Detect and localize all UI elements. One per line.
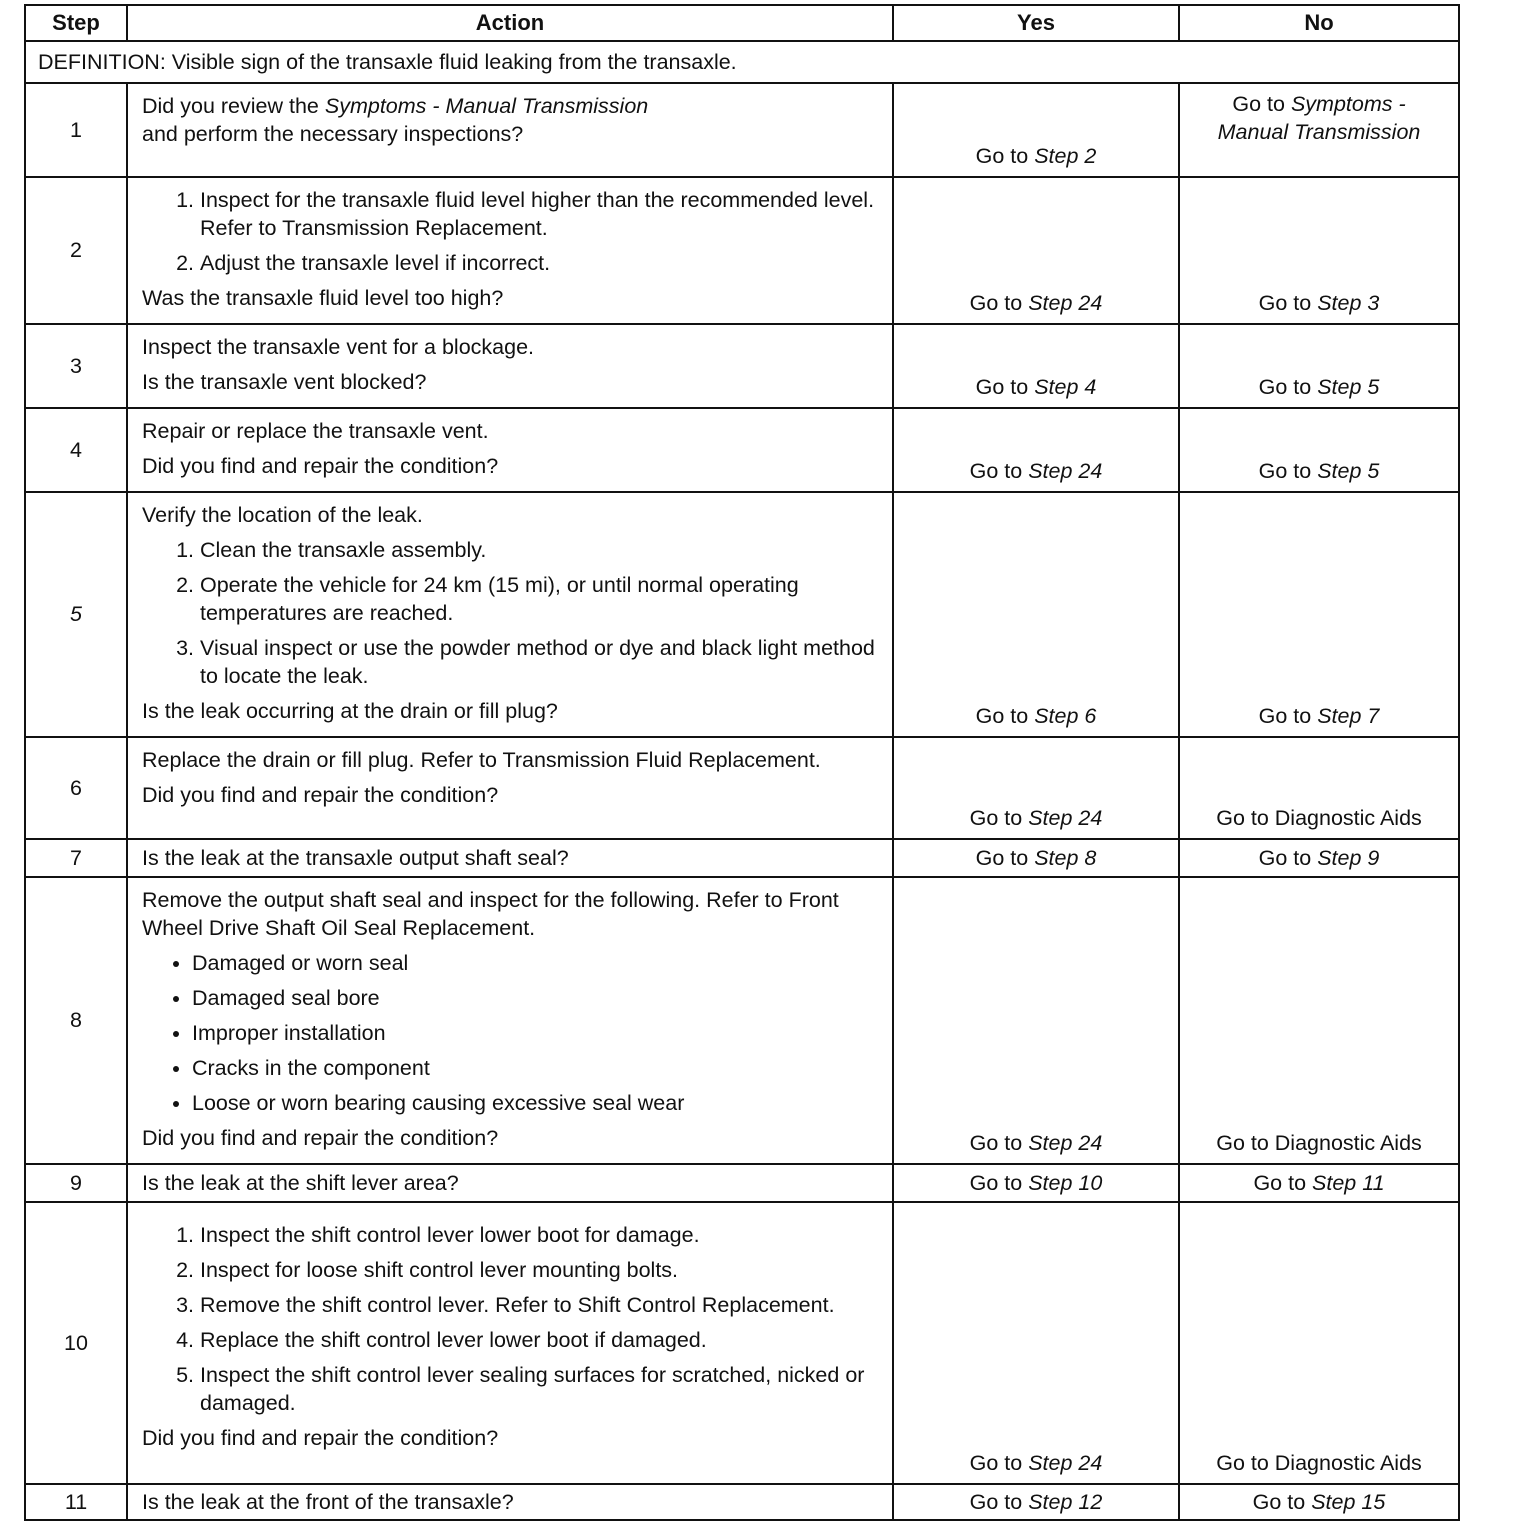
- list-item: • Loose or worn bearing causing excessive seal wear: [192, 1089, 878, 1117]
- action-text: Replace the drain or fill plug. Refer to Transmission Fluid Replacement.: [142, 748, 821, 772]
- action-question: Did you find and repair the condition?: [142, 783, 499, 807]
- no-step-ref: Symptoms -: [1290, 92, 1406, 116]
- table-header-row: [25, 5, 1459, 41]
- action-list: [142, 536, 878, 690]
- yes-cell: Go to Step 24: [893, 877, 1179, 1164]
- yes-cell: Go to Step 24: [893, 408, 1179, 492]
- step-number: 7: [25, 839, 127, 877]
- action-question: Did you find and repair the condition?: [142, 454, 499, 478]
- yes-step-ref: Step 12: [1028, 1490, 1103, 1514]
- no-cell: Go to Step 3: [1179, 177, 1459, 324]
- action-text: Did you review the: [142, 94, 319, 118]
- list-item: 1. Inspect the shift control lever lower boot for damage.: [200, 1221, 878, 1249]
- step-number: 4: [25, 408, 127, 492]
- yes-step-ref: Step 24: [1028, 1451, 1103, 1475]
- action-bullets: [142, 949, 878, 1117]
- no-cell: Go to Diagnostic Aids: [1179, 877, 1459, 1164]
- no-step-ref: Step 3: [1317, 291, 1380, 315]
- list-item: 4. Replace the shift control lever lower boot if damaged.: [200, 1326, 878, 1354]
- no-step-ref: Step 5: [1317, 375, 1380, 399]
- step-number: 10: [25, 1202, 127, 1484]
- yes-step-ref: Step 8: [1034, 846, 1097, 870]
- list-item: 2. Inspect for loose shift control lever mounting bolts.: [200, 1256, 878, 1284]
- yes-cell: Go to Step 8: [893, 839, 1179, 877]
- action-cell: [127, 1202, 893, 1484]
- action-text: and perform the necessary inspections?: [142, 122, 524, 146]
- yes-step-ref: Step 24: [1028, 459, 1103, 483]
- header-no: No: [1179, 5, 1459, 41]
- no-cell: Go to Diagnostic Aids: [1179, 737, 1459, 839]
- yes-cell: Go to Step 6: [893, 492, 1179, 737]
- no-cell: Go to Step 11: [1179, 1164, 1459, 1202]
- table-row: [25, 1164, 1459, 1202]
- definition-row: [25, 41, 1459, 83]
- step-number: 1: [25, 83, 127, 177]
- step-number: 5: [25, 492, 127, 737]
- action-cell: [127, 324, 893, 408]
- yes-step-ref: Step 24: [1028, 806, 1103, 830]
- list-item: 3. Remove the shift control lever. Refer to Shift Control Replacement.: [200, 1291, 878, 1319]
- action-cell: [127, 737, 893, 839]
- no-cell: Go to Step 5: [1179, 324, 1459, 408]
- list-item: 1. Clean the transaxle assembly.: [200, 536, 878, 564]
- action-cell: [127, 177, 893, 324]
- table-row: [25, 737, 1459, 839]
- no-step-ref: Step 5: [1317, 459, 1380, 483]
- action-cell: [127, 877, 893, 1164]
- action-question: Did you find and repair the condition?: [142, 1426, 499, 1450]
- table-row: [25, 324, 1459, 408]
- yes-step-ref: Step 2: [1034, 144, 1097, 168]
- action-question: Is the leak at the shift lever area?: [127, 1164, 893, 1202]
- list-item: • Damaged seal bore: [192, 984, 878, 1012]
- action-text: Repair or replace the transaxle vent.: [142, 419, 489, 443]
- step-number: 6: [25, 737, 127, 839]
- action-cell: [127, 408, 893, 492]
- table-row: [25, 408, 1459, 492]
- list-item: 1. Inspect for the transaxle fluid level higher than the recommended level. Refer to Transmission Replacement.: [200, 186, 878, 242]
- no-cell: Go to Step 15: [1179, 1484, 1459, 1520]
- yes-cell: Go to Step 4: [893, 324, 1179, 408]
- yes-cell: Go to Step 24: [893, 1202, 1179, 1484]
- table-row: [25, 1202, 1459, 1484]
- action-question: Is the leak occurring at the drain or fill plug?: [142, 699, 558, 723]
- diagnostic-table: [24, 4, 1460, 1521]
- list-item: 2. Adjust the transaxle level if incorrect.: [200, 249, 878, 277]
- table-row: [25, 1484, 1459, 1520]
- definition-text: DEFINITION: Visible sign of the transaxle fluid leaking from the transaxle.: [25, 41, 1459, 83]
- action-question: Was the transaxle fluid level too high?: [142, 286, 504, 310]
- header-yes: Yes: [893, 5, 1179, 41]
- yes-cell: Go to Step 10: [893, 1164, 1179, 1202]
- yes-step-ref: Step 6: [1034, 704, 1097, 728]
- yes-step-ref: Step 10: [1028, 1171, 1103, 1195]
- action-text: Remove the output shaft seal and inspect for the following. Refer to Front Wheel Drive Shaft Oil Seal Replacement.: [142, 888, 839, 940]
- step-number: 8: [25, 877, 127, 1164]
- table-row: [25, 83, 1459, 177]
- action-question: Did you find and repair the condition?: [142, 1126, 499, 1150]
- table-row: [25, 177, 1459, 324]
- list-item: 2. Operate the vehicle for 24 km (15 mi), or until normal operating temperatures are reached.: [200, 571, 878, 627]
- no-cell: Go to Symptoms - Manual Transmission: [1179, 83, 1459, 177]
- step-number: 3: [25, 324, 127, 408]
- action-reference: Symptoms - Manual Transmission: [324, 94, 649, 118]
- no-step-ref: Manual Transmission: [1217, 120, 1421, 144]
- no-step-ref: Step 7: [1317, 704, 1380, 728]
- no-step-ref: Step 11: [1312, 1171, 1385, 1195]
- action-question: Is the transaxle vent blocked?: [142, 370, 427, 394]
- yes-step-ref: Step 24: [1028, 1131, 1103, 1155]
- no-step-ref: Step 9: [1317, 846, 1380, 870]
- header-step: Step: [25, 5, 127, 41]
- table-row: [25, 839, 1459, 877]
- yes-step-ref: Step 24: [1028, 291, 1103, 315]
- action-list: [142, 186, 878, 277]
- no-cell: Go to Step 7: [1179, 492, 1459, 737]
- action-question: Is the leak at the transaxle output shaft seal?: [127, 839, 893, 877]
- action-question: Is the leak at the front of the transaxle?: [127, 1484, 893, 1520]
- yes-cell: Go to Step 24: [893, 177, 1179, 324]
- list-item: 3. Visual inspect or use the powder method or dye and black light method to locate the leak.: [200, 634, 878, 690]
- no-cell: Go to Step 9: [1179, 839, 1459, 877]
- action-cell: [127, 83, 893, 177]
- no-cell: Go to Step 5: [1179, 408, 1459, 492]
- action-cell: [127, 492, 893, 737]
- list-item: • Damaged or worn seal: [192, 949, 878, 977]
- action-text: Inspect the transaxle vent for a blockage.: [142, 335, 535, 359]
- step-number: 11: [25, 1484, 127, 1520]
- step-number: 9: [25, 1164, 127, 1202]
- no-cell: Go to Diagnostic Aids: [1179, 1202, 1459, 1484]
- yes-cell: Go to Step 24: [893, 737, 1179, 839]
- no-step-ref: Step 15: [1311, 1490, 1386, 1514]
- list-item: • Cracks in the component: [192, 1054, 878, 1082]
- yes-step-ref: Step 4: [1034, 375, 1097, 399]
- list-item: • Improper installation: [192, 1019, 878, 1047]
- action-text: Verify the location of the leak.: [142, 503, 423, 527]
- header-action: Action: [127, 5, 893, 41]
- step-number: 2: [25, 177, 127, 324]
- action-list: [142, 1221, 878, 1417]
- yes-cell: Go to Step 2: [893, 83, 1179, 177]
- yes-cell: Go to Step 12: [893, 1484, 1179, 1520]
- table-row: [25, 877, 1459, 1164]
- table-row: [25, 492, 1459, 737]
- list-item: 5. Inspect the shift control lever sealing surfaces for scratched, nicked or damaged.: [200, 1361, 878, 1417]
